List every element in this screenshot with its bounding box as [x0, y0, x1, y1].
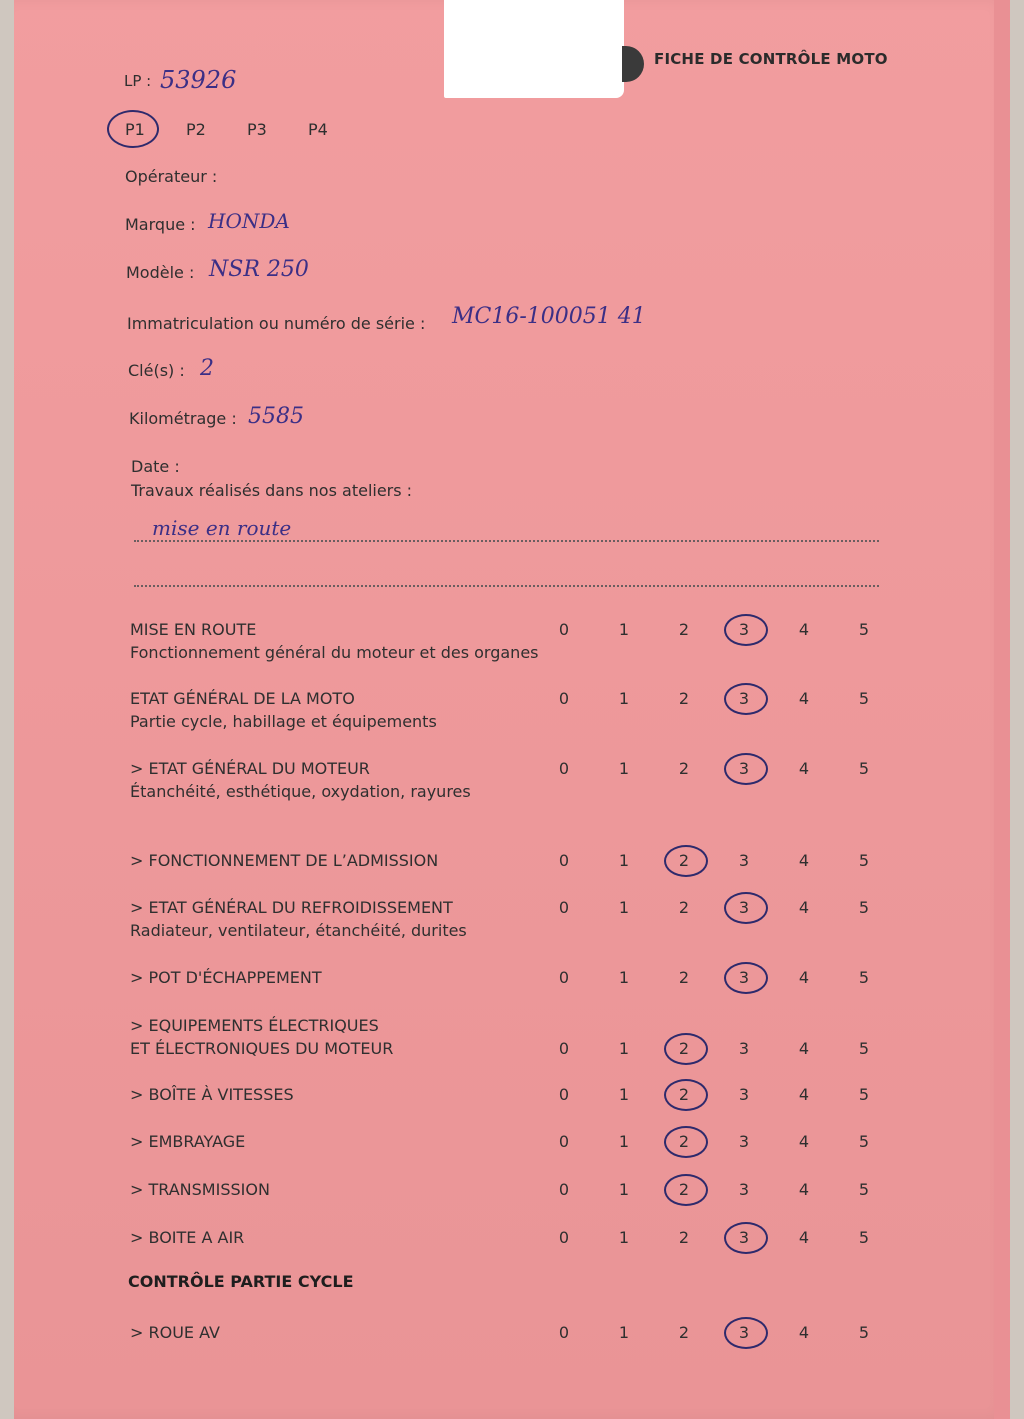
lp-label: LP : [124, 72, 152, 90]
score-option-2[interactable]: 2 [678, 1228, 690, 1247]
score-option-3[interactable]: 3 [738, 620, 750, 639]
immatriculation-value[interactable]: MC16-100051 41 [452, 304, 646, 329]
score-option-1[interactable]: 1 [618, 898, 630, 917]
score-option-4[interactable]: 4 [798, 689, 810, 708]
score-option-1[interactable]: 1 [618, 620, 630, 639]
cles-value[interactable]: 2 [200, 356, 214, 381]
score-option-3[interactable]: 3 [738, 1180, 750, 1199]
score-option-0[interactable]: 0 [558, 851, 570, 870]
score-option-2[interactable]: 2 [678, 968, 690, 987]
score-selected-circle [724, 753, 768, 785]
score-option-4[interactable]: 4 [798, 1180, 810, 1199]
tape-patch [444, 0, 624, 98]
brand-logo-icon [622, 46, 644, 82]
immatriculation-label: Immatriculation ou numéro de série : [127, 314, 426, 333]
score-option-5[interactable]: 5 [858, 1039, 870, 1058]
score-option-2[interactable]: 2 [678, 1323, 690, 1342]
position-p1[interactable]: P1 [125, 120, 145, 139]
score-option-5[interactable]: 5 [858, 1132, 870, 1151]
date-label: Date : [131, 457, 180, 476]
control-sheet [14, 0, 1010, 1419]
score-option-0[interactable]: 0 [558, 620, 570, 639]
check-title: > BOÎTE À VITESSES [130, 1085, 294, 1104]
score-option-0[interactable]: 0 [558, 968, 570, 987]
score-option-4[interactable]: 4 [798, 1039, 810, 1058]
score-option-0[interactable]: 0 [558, 1228, 570, 1247]
check-title: ETAT GÉNÉRAL DE LA MOTO [130, 689, 355, 708]
score-selected-circle [664, 1126, 708, 1158]
score-selected-circle [724, 614, 768, 646]
score-option-1[interactable]: 1 [618, 1228, 630, 1247]
marque-value[interactable]: HONDA [208, 209, 290, 233]
travaux-label: Travaux réalisés dans nos ateliers : [131, 481, 413, 500]
score-option-4[interactable]: 4 [798, 1228, 810, 1247]
score-option-2[interactable]: 2 [678, 620, 690, 639]
score-option-2[interactable]: 2 [678, 851, 690, 870]
position-p2[interactable]: P2 [186, 120, 206, 139]
score-option-2[interactable]: 2 [678, 898, 690, 917]
modele-value[interactable]: NSR 250 [209, 257, 309, 282]
check-title: > TRANSMISSION [130, 1180, 270, 1199]
check-title: > EMBRAYAGE [130, 1132, 246, 1151]
score-option-2[interactable]: 2 [678, 1039, 690, 1058]
score-option-1[interactable]: 1 [618, 1180, 630, 1199]
score-selected-circle [724, 683, 768, 715]
score-option-5[interactable]: 5 [858, 968, 870, 987]
score-option-1[interactable]: 1 [618, 968, 630, 987]
score-option-0[interactable]: 0 [558, 1323, 570, 1342]
score-option-4[interactable]: 4 [798, 968, 810, 987]
score-option-1[interactable]: 1 [618, 1039, 630, 1058]
score-option-5[interactable]: 5 [858, 1323, 870, 1342]
score-option-1[interactable]: 1 [618, 1132, 630, 1151]
check-title: > ETAT GÉNÉRAL DU REFROIDISSEMENT [130, 898, 453, 917]
score-option-2[interactable]: 2 [678, 1085, 690, 1104]
score-selected-circle [664, 1079, 708, 1111]
check-title: > POT D'ÉCHAPPEMENT [130, 968, 322, 987]
score-option-3[interactable]: 3 [738, 1323, 750, 1342]
score-option-4[interactable]: 4 [798, 1323, 810, 1342]
score-option-0[interactable]: 0 [558, 1039, 570, 1058]
check-subtitle: Fonctionnement général du moteur et des organes [130, 643, 539, 662]
score-option-0[interactable]: 0 [558, 1180, 570, 1199]
score-selected-circle [724, 962, 768, 994]
score-option-5[interactable]: 5 [858, 1228, 870, 1247]
score-option-3[interactable]: 3 [738, 1132, 750, 1151]
kilometrage-value[interactable]: 5585 [248, 404, 304, 429]
score-option-5[interactable]: 5 [858, 759, 870, 778]
score-option-1[interactable]: 1 [618, 1323, 630, 1342]
score-selected-circle [664, 1174, 708, 1206]
travaux-line-2 [134, 585, 879, 587]
score-option-0[interactable]: 0 [558, 1085, 570, 1104]
check-subtitle: ET ÉLECTRONIQUES DU MOTEUR [130, 1039, 394, 1058]
score-selected-circle [724, 1317, 768, 1349]
score-selected-circle [724, 892, 768, 924]
operateur-label: Opérateur : [125, 167, 218, 186]
score-option-4[interactable]: 4 [798, 1085, 810, 1104]
score-option-3[interactable]: 3 [738, 851, 750, 870]
check-title: > FONCTIONNEMENT DE L’ADMISSION [130, 851, 439, 870]
travaux-line-1 [134, 540, 879, 542]
paper-edge [994, 0, 1010, 1419]
position-p4[interactable]: P4 [308, 120, 328, 139]
sheet-title: FICHE DE CONTRÔLE MOTO [654, 50, 888, 68]
travaux-value[interactable]: mise en route [152, 516, 292, 540]
score-option-0[interactable]: 0 [558, 759, 570, 778]
check-title: MISE EN ROUTE [130, 620, 257, 639]
score-option-3[interactable]: 3 [738, 1039, 750, 1058]
position-p3[interactable]: P3 [247, 120, 267, 139]
modele-label: Modèle : [126, 263, 195, 282]
check-title: > ROUE AV [130, 1323, 220, 1342]
kilometrage-label: Kilométrage : [129, 409, 237, 428]
score-selected-circle [724, 1222, 768, 1254]
score-option-5[interactable]: 5 [858, 689, 870, 708]
cles-label: Clé(s) : [128, 361, 185, 380]
score-selected-circle [664, 845, 708, 877]
score-option-2[interactable]: 2 [678, 759, 690, 778]
score-selected-circle [664, 1033, 708, 1065]
score-option-3[interactable]: 3 [738, 689, 750, 708]
score-option-4[interactable]: 4 [798, 1132, 810, 1151]
score-option-1[interactable]: 1 [618, 759, 630, 778]
marque-label: Marque : [125, 215, 196, 234]
score-option-5[interactable]: 5 [858, 1085, 870, 1104]
check-subtitle: Étanchéité, esthétique, oxydation, rayures [130, 782, 471, 801]
score-option-1[interactable]: 1 [618, 851, 630, 870]
score-option-5[interactable]: 5 [858, 1180, 870, 1199]
score-option-4[interactable]: 4 [798, 851, 810, 870]
section-title: CONTRÔLE PARTIE CYCLE [128, 1272, 354, 1291]
check-title: > ETAT GÉNÉRAL DU MOTEUR [130, 759, 370, 778]
score-option-3[interactable]: 3 [738, 898, 750, 917]
check-subtitle: Partie cycle, habillage et équipements [130, 712, 437, 731]
score-option-3[interactable]: 3 [738, 1228, 750, 1247]
score-option-3[interactable]: 3 [738, 759, 750, 778]
score-option-2[interactable]: 2 [678, 1132, 690, 1151]
score-option-0[interactable]: 0 [558, 689, 570, 708]
lp-value[interactable]: 53926 [160, 66, 237, 94]
check-subtitle: Radiateur, ventilateur, étanchéité, durites [130, 921, 467, 940]
score-option-0[interactable]: 0 [558, 898, 570, 917]
score-option-1[interactable]: 1 [618, 1085, 630, 1104]
check-title: > BOITE A AIR [130, 1228, 245, 1247]
score-option-1[interactable]: 1 [618, 689, 630, 708]
score-option-2[interactable]: 2 [678, 1180, 690, 1199]
score-option-4[interactable]: 4 [798, 620, 810, 639]
score-option-4[interactable]: 4 [798, 898, 810, 917]
score-option-3[interactable]: 3 [738, 1085, 750, 1104]
score-option-5[interactable]: 5 [858, 851, 870, 870]
check-title: > EQUIPEMENTS ÉLECTRIQUES [130, 1016, 379, 1035]
score-option-5[interactable]: 5 [858, 898, 870, 917]
score-option-4[interactable]: 4 [798, 759, 810, 778]
score-option-5[interactable]: 5 [858, 620, 870, 639]
score-option-2[interactable]: 2 [678, 689, 690, 708]
score-option-3[interactable]: 3 [738, 968, 750, 987]
score-option-0[interactable]: 0 [558, 1132, 570, 1151]
